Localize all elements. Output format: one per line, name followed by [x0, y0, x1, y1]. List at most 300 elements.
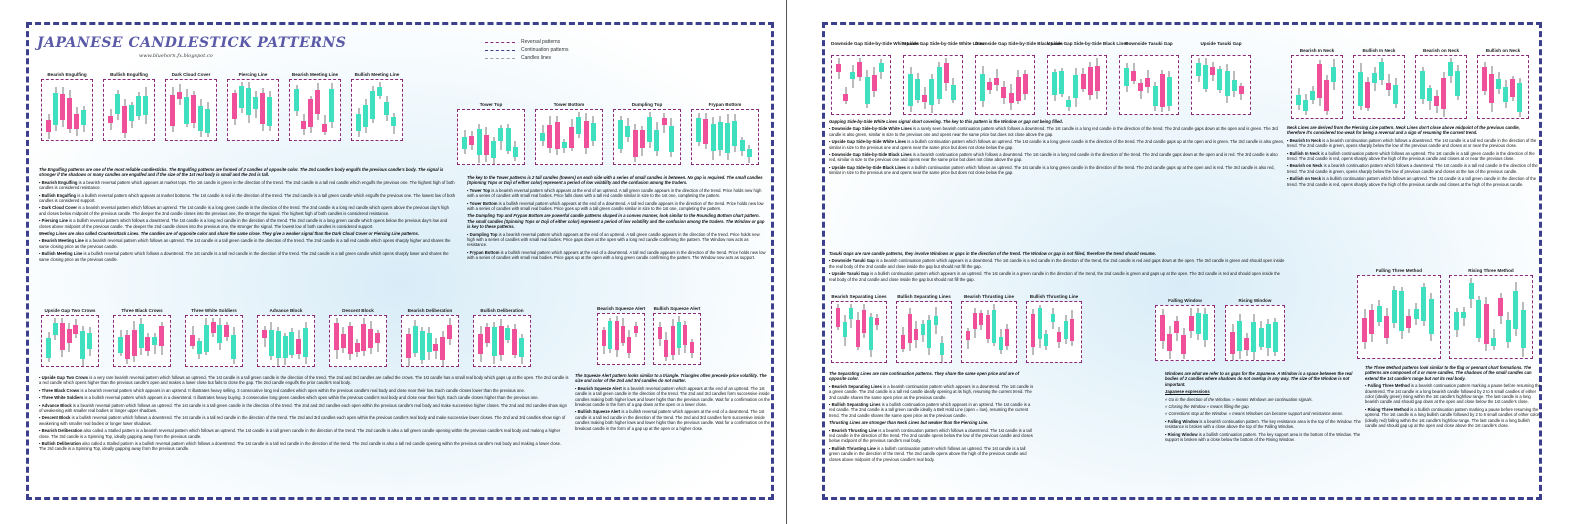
definition-text: is a bearish reversal pattern which appears at the end of an uptrend. A tall green candle appears in the direction of the trend. Price holds new high with a series of candles with small real bodies. Price gaps down at the open with a long red candle confirming the pattern. The Window now acts as resistance.	[467, 231, 760, 248]
pattern-card-title: Dumpling Top	[631, 102, 663, 107]
bullet-icon: ▪	[39, 375, 42, 380]
pattern-card-title: Three Black Crows	[121, 308, 163, 313]
pattern-card-title: Bearish Separating Lines	[831, 294, 887, 299]
candle-body	[136, 96, 141, 116]
pattern-card-title: Dark Cloud Cover	[171, 72, 211, 77]
pattern-card-rising-window	[1225, 305, 1285, 361]
candle-body	[711, 124, 716, 152]
candle-body	[1196, 63, 1201, 77]
candlestick	[1023, 56, 1028, 116]
candlestick	[934, 302, 938, 364]
candle-body	[1044, 334, 1048, 346]
candle-body	[129, 105, 134, 121]
pattern-card-title: Upside Tasuki Gap	[1200, 41, 1242, 46]
definition-upside-gap-side-by-side-black-lines	[829, 165, 1285, 176]
definition-text: is a bullish reversal pattern which follows a downtrend. The 1st candle is a tall red candle in the direction of the trend. The 2nd and 3rd candles each open within the previous candle's real body and make successive lower closes. The 2nd and 3rd candles show sign of weakening with smaller real bodies or longer lower shadows.	[39, 415, 566, 426]
definition-term: Falling Window	[1167, 418, 1199, 424]
definition-list	[1165, 419, 1361, 443]
candle-body	[718, 122, 723, 150]
candlestick	[921, 302, 925, 364]
bullet-icon: ▪	[39, 192, 42, 198]
candlestick	[191, 80, 196, 142]
candle-body	[627, 337, 631, 353]
definition-text: is a very rare bearish reversal pattern which follows an uptrend. The 1st candle is a tall green candle in the direction of the trend. The 2nd and 3rd candles are called the crows. The 1st candle has a small real body which gaps up at the open. The 2nd candle is a red candle which opens higher than the previous candle's open and makes a lower close but fails to close the gap. The 2nd candle engulfs the prior candle's real body.	[39, 375, 569, 386]
definition-term: Bearish Engulfing	[41, 179, 78, 185]
definition-text: is a bullish continuation pattern which appears in an uptrend. The 1st candle is a green candle in the direction of the trend, the 2nd candle is green and gaps up at the open. The 3rd candle is red and should open inside the real body of the 2nd candle and close inside the gap but should not fill the gap.	[829, 271, 1281, 282]
candle-body	[513, 147, 518, 157]
candle-body	[725, 123, 730, 153]
candle-body	[1167, 334, 1172, 351]
definition-term: Rising Three Method	[1367, 406, 1410, 412]
candle-body	[1303, 100, 1308, 111]
pattern-card-title: Tower Top	[479, 102, 503, 107]
candle-body	[740, 140, 745, 152]
definition-term: Descent Block	[41, 415, 71, 421]
definition-term: Upside Gap Two Crows	[41, 375, 89, 380]
candle-body	[1521, 310, 1526, 348]
bullet-icon: ▪	[829, 258, 832, 264]
pattern-card-title: Downside Tasuki Gap	[1125, 41, 1173, 46]
candlestick	[136, 80, 141, 142]
candlestick	[1379, 56, 1384, 120]
definition-bullish-thrusting-line	[829, 446, 1035, 462]
candlestick	[413, 316, 418, 368]
candle-body	[46, 338, 51, 357]
candle-body	[74, 114, 79, 129]
bullet-icon: ▪	[1287, 137, 1290, 143]
definition-bullish-squeeze-alert	[575, 409, 771, 431]
candlestick	[67, 316, 72, 368]
definition-text: is a bearish continuation pattern which appears in a downtrend. The 1st candle is a green candle. The 2nd candle is a tall red candle ideally opening at its high, resuming the current trend. The 2nd candle shares the same open price as the previous candle.	[829, 383, 1034, 400]
candle-body	[1496, 79, 1501, 89]
definition-text: is a bearish reversal pattern which follows an uptrend. The 1st candle is a long green candle in the direction of the trend. The 2nd candle is a long red candle which opens above the previous day's high and closes below midpoint of the previous candle. The deeper the 2nd candle closes into the previous one, the stronger the signal. The highest high of both candles is considered resistance.	[39, 205, 449, 216]
pattern-card-bearish-thrusting-line	[961, 301, 1017, 363]
candlestick	[915, 56, 920, 116]
pattern-card-title: Falling Window	[1168, 298, 1202, 303]
candlestick	[555, 110, 560, 166]
candlestick	[1244, 306, 1249, 362]
candle-body	[315, 90, 320, 115]
candlestick	[1448, 56, 1453, 120]
candlestick	[391, 80, 396, 142]
candlestick	[184, 80, 189, 142]
candle-body	[125, 335, 130, 359]
candle-body	[703, 119, 708, 143]
candle-body	[994, 78, 999, 85]
candlestick	[108, 80, 113, 142]
candle-body	[197, 341, 202, 354]
section-intro: The key to the Tower patterns is 2 tall candles (towers) on each side with a series of small candles in between. No gap is required. The small candles (Spinning Tops or Doji of either color) represent a period of low volatility and the confusion among the traders.	[467, 175, 763, 186]
definition-term: Downside Gap Side-by-Side White Lines	[831, 126, 912, 132]
definition-bearish-on-neck	[1287, 163, 1539, 174]
pattern-card-bearish-in-neck	[1291, 55, 1343, 119]
candlestick	[869, 302, 873, 364]
definition-bearish-meeting-line	[39, 238, 457, 249]
definition-upside-gap-two-crows	[39, 375, 569, 386]
candlestick	[427, 316, 432, 368]
candlestick	[634, 314, 638, 366]
definition-rising-three-method	[1365, 407, 1541, 429]
candlestick	[584, 110, 589, 166]
candle-body	[836, 64, 841, 73]
bullet-icon: ▪	[467, 231, 470, 237]
candlestick	[420, 316, 425, 368]
candle-body	[301, 121, 306, 129]
candlestick	[246, 80, 251, 142]
candle-body	[591, 123, 596, 141]
candlestick	[308, 80, 313, 142]
candlestick	[1203, 56, 1208, 116]
candlestick	[211, 316, 216, 368]
candlestick	[1196, 306, 1201, 362]
text-block-window	[1165, 371, 1361, 499]
candlestick	[197, 316, 202, 368]
candle-body	[865, 77, 870, 104]
candle-body	[1088, 67, 1093, 95]
candle-body	[940, 343, 944, 355]
definition-downside-tasuki-gap	[829, 258, 1285, 269]
candlestick	[1377, 276, 1382, 360]
definition-advance-block	[39, 403, 569, 414]
pattern-card-bearish-on-neck	[1415, 55, 1467, 119]
bullet-icon: ▪	[1165, 418, 1168, 424]
candlestick	[46, 316, 51, 368]
pattern-card-bearish-engulfing	[41, 79, 93, 141]
definition-term: Tower Bottom	[469, 200, 498, 206]
candle-body	[1210, 67, 1215, 75]
candle-body	[1441, 78, 1446, 109]
definition-list	[1365, 383, 1541, 428]
bullet-icon: ▪	[1287, 150, 1290, 156]
candlestick	[1057, 302, 1061, 364]
candle-body	[204, 325, 209, 352]
definition-term: Bearish Deliberation	[41, 428, 83, 434]
candle-body	[1005, 329, 1009, 346]
candle-body	[669, 126, 674, 152]
pattern-card-three-white-soldiers	[185, 315, 243, 367]
candlestick	[1131, 56, 1136, 116]
candle-body	[499, 326, 504, 355]
candlestick	[329, 80, 334, 142]
definition-text: is a bearish reversal pattern which appears at the end of an uptrend. A tall green candle appears in the direction of the trend. Price holds new high with a series of candles with small real bodies. Price falls down with a tall red candle similar in size to the 1st one, completing the pattern.	[467, 187, 762, 199]
candle-body	[1429, 299, 1434, 334]
candlestick	[857, 56, 862, 116]
definition-text: is a bullish continuation pattern which appears in an uptrend. The 1st candle is a red candle. The 2nd candle is a tall green candle ideally a Belt Hold Line (open = low), resuming the current trend. The 2nd candle shares the same open price as the previous candle.	[829, 402, 1031, 418]
candlestick	[683, 314, 687, 366]
candle-body	[440, 337, 445, 360]
candle-body	[1138, 83, 1143, 91]
definition-text: is a bearish continuation pattern which follows a downtrend. The 1st candle is a tall red candle in the direction of the trend. The 2nd candle opens below the low of the previous candle and closes below midpoint of the previous candle's real body.	[829, 427, 1033, 444]
candlestick	[498, 110, 503, 166]
pattern-card-upside-gap-side-by-side-black-lines	[1047, 55, 1107, 115]
candlestick	[301, 80, 306, 142]
candle-body	[999, 337, 1003, 350]
candle-body	[1273, 322, 1278, 352]
candlestick	[856, 302, 860, 364]
candle-body	[1489, 74, 1494, 102]
candlestick	[334, 316, 339, 368]
candlestick	[849, 302, 853, 364]
bullet-icon: ▪	[1287, 176, 1290, 182]
candle-body	[973, 313, 977, 329]
candlestick	[922, 56, 927, 116]
definition-upside-gap-side-by-side-white-lines	[829, 139, 1285, 150]
definition-text: is a bullish reversal pattern which appears at market bottoms. The 1st candle is red in the direction of the trend. The 2nd candle is a tall green candle which engulfs the previous one. The lowest low of both candles is considered support.	[39, 192, 456, 204]
candle-body	[640, 130, 645, 147]
candle-body	[608, 321, 612, 349]
candle-body	[267, 97, 272, 125]
candle-body	[211, 322, 216, 333]
candlestick	[485, 316, 490, 368]
candlestick	[1259, 306, 1264, 362]
definition-bearish-deliberation	[39, 428, 569, 439]
candle-body	[1203, 314, 1208, 339]
candle-body	[547, 125, 552, 148]
candlestick	[1455, 56, 1460, 120]
candlestick	[1160, 56, 1165, 116]
candle-body	[406, 334, 411, 358]
pattern-card-rising-three-method	[1449, 275, 1533, 359]
poster-page-right	[822, 22, 1542, 500]
candlestick	[1482, 56, 1487, 120]
candlestick	[1167, 56, 1172, 116]
candle-body	[1506, 320, 1511, 342]
candlestick	[1434, 56, 1439, 120]
candle-body	[81, 110, 86, 125]
candle-body	[966, 331, 970, 341]
candlestick	[348, 316, 353, 368]
candle-body	[1448, 62, 1453, 75]
candle-body	[856, 320, 860, 347]
candle-body	[1009, 93, 1014, 103]
candle-body	[1244, 338, 1249, 350]
candle-body	[87, 333, 92, 349]
definition-falling-three-method	[1365, 383, 1541, 405]
candlestick	[115, 80, 120, 142]
candle-body	[73, 325, 78, 334]
candle-body	[348, 326, 353, 354]
candlestick	[1167, 306, 1172, 362]
candlestick	[703, 110, 708, 166]
pattern-card-descent-block	[329, 315, 387, 367]
candle-body	[143, 96, 148, 115]
candlestick	[1059, 56, 1064, 116]
candle-body	[1160, 315, 1165, 341]
candlestick	[986, 302, 990, 364]
candle-body	[992, 310, 996, 343]
candlestick	[1066, 56, 1071, 116]
candle-body	[1081, 74, 1086, 89]
candlestick	[872, 56, 877, 116]
text-block-engulfing	[39, 167, 457, 285]
definition-text: is a bearish continuation pattern. The key resistance area is the top of the Window. The resistance is broken with a close above the top of the Falling Window.	[1165, 418, 1361, 430]
text-block-three-method	[1365, 365, 1541, 499]
bullet-icon: ▪	[1287, 163, 1290, 169]
candlestick	[1145, 56, 1150, 116]
candle-body	[1406, 316, 1411, 328]
text-block-tasuki	[829, 251, 1285, 293]
candlestick	[368, 316, 373, 368]
candlestick	[640, 110, 645, 166]
candle-body	[662, 118, 667, 125]
candle-body	[505, 328, 510, 340]
definition-text: is a bullish reversal pattern which follows a downtrend. The 1st candle is a tall red candle in the direction of the trend. The 2nd candle is a tall green candle which opens sharply lower and shares the same closing price as the previous candle.	[39, 251, 449, 262]
candlestick	[627, 314, 631, 366]
bullet-icon: ▪	[829, 164, 832, 170]
bullet-icon: ▪	[39, 179, 42, 185]
definition-text: is a bullish reversal pattern which appears in a downtrend. It illustrates heavy buying. 3 consecutive long green candles which open within the previous candle's real body and close near their high. Each candle closes higher than the previous one.	[83, 395, 539, 401]
pattern-card-falling-three-method	[1357, 275, 1441, 359]
candle-body	[602, 330, 606, 346]
pattern-card-title: Bullish In Neck	[1362, 48, 1396, 53]
bullet-icon: ▪	[829, 427, 832, 433]
candle-body	[576, 117, 581, 134]
candle-body	[1225, 71, 1230, 96]
definition-dumpling-top	[467, 232, 767, 248]
candle-body	[1455, 71, 1460, 95]
pattern-card-title: Descent Block	[342, 308, 374, 313]
candle-body	[934, 316, 938, 325]
candlestick	[711, 110, 716, 166]
candle-body	[683, 325, 687, 345]
pattern-card-downside-tasuki-gap	[1119, 55, 1179, 115]
candlestick	[677, 314, 681, 366]
candlestick	[492, 316, 497, 368]
definition-list	[829, 258, 1285, 282]
candle-body	[1167, 77, 1172, 107]
candlestick	[901, 302, 905, 364]
definition-tower-bottom	[467, 201, 767, 212]
candle-body	[1317, 64, 1322, 98]
candlestick	[987, 56, 992, 116]
candle-body	[355, 343, 360, 351]
candle-body	[1023, 74, 1028, 93]
definition-term: Bearish In Neck	[1289, 137, 1322, 143]
candle-body	[869, 317, 873, 349]
candle-body	[1484, 304, 1489, 344]
candlestick	[615, 314, 619, 366]
candlestick	[81, 80, 86, 142]
candlestick	[1358, 56, 1363, 120]
candlestick	[1189, 306, 1194, 362]
candlestick	[363, 80, 368, 142]
candlestick	[296, 316, 301, 368]
candlestick	[879, 56, 884, 116]
candle-body	[329, 89, 334, 122]
candle-body	[862, 310, 866, 333]
pattern-card-bearish-separating-lines	[831, 301, 887, 363]
candle-body	[584, 121, 589, 148]
candle-body	[139, 324, 144, 348]
candle-body	[433, 344, 438, 351]
candlestick	[1317, 56, 1322, 120]
bullet-icon: ▪	[39, 218, 42, 224]
definition-text: is a bearish reversal pattern which appears at the end of an uptrend. The 1st candle is a tall green candle in the direction of the trend. The 2nd and 3rd candles form successive inside candles making both higher lows and lower highs than the previous candle. Wait for a confirmation on the breakout candle in the form of a gap down at the open or a lower close.	[575, 385, 770, 408]
candlestick	[217, 316, 222, 368]
candle-body	[356, 114, 361, 131]
candle-body	[384, 102, 389, 114]
definition-bullish-meeting-line	[39, 251, 457, 262]
legend-item-reversal	[485, 38, 595, 46]
candlestick	[1331, 56, 1336, 120]
candle-body	[1482, 67, 1487, 91]
candle-body	[850, 72, 855, 78]
section-intro: Neck Lines are derived from the Piercing Line pattern. Neck Lines don't close above midpoint of the previous candle, therefore it's considered too weak for being a reversal and a sign of resuming the current trend.	[1287, 125, 1520, 136]
candlestick	[384, 80, 389, 142]
candle-body	[1517, 83, 1522, 112]
definition-term: Bearish Meeting Line	[41, 238, 84, 244]
candlestick	[843, 56, 848, 116]
pattern-card-title: Bearish Thrusting Line	[963, 294, 1015, 299]
candle-body	[1421, 287, 1426, 321]
candle-body	[1124, 68, 1129, 86]
candlestick	[491, 110, 496, 166]
candle-body	[836, 308, 840, 327]
text-block-neck	[1287, 125, 1539, 269]
definition-dark-cloud-cover	[39, 205, 457, 216]
candlestick	[862, 302, 866, 364]
pattern-card-title: Upside Gap Side-by-Side White Lines	[903, 41, 985, 46]
candlestick	[621, 314, 625, 366]
definition-term: Frypan Bottom	[469, 249, 500, 255]
candle-body	[276, 331, 281, 359]
definition-list	[39, 238, 457, 262]
pattern-card-frypan-bottom	[691, 109, 759, 165]
text-block-squeeze	[575, 373, 771, 497]
candle-body	[843, 322, 847, 337]
candlestick	[513, 110, 518, 166]
definition-list	[1287, 138, 1539, 187]
pattern-card-bullish-in-neck	[1353, 55, 1405, 119]
candle-body	[260, 93, 265, 123]
candlestick	[289, 316, 294, 368]
definition-term: Upside Gap Side-by-Side White Lines	[831, 139, 907, 145]
candlestick	[1203, 306, 1208, 362]
candle-body	[979, 313, 983, 325]
candlestick	[478, 316, 483, 368]
candle-body	[1434, 96, 1439, 106]
candlestick	[406, 316, 411, 368]
candlestick	[205, 80, 210, 142]
section-intro: Meeting Lines are also called Counterattack Lines. The candles are of opposite color and share the same close. They give a weaker signal than the Dark Cloud Cover or Piercing Line patterns.	[39, 231, 420, 237]
pattern-card-title: Advance Block	[269, 308, 303, 313]
candlestick	[1421, 276, 1426, 360]
candle-body	[1266, 324, 1271, 349]
candle-body	[1372, 73, 1377, 82]
candle-body	[1217, 69, 1222, 89]
pattern-card-bullish-squeeze-alert	[653, 313, 701, 365]
candlestick	[477, 110, 482, 166]
definition-term: Bullish Meeting Line	[41, 251, 83, 257]
candlestick	[951, 56, 956, 116]
candle-body	[296, 339, 301, 354]
candlestick	[1406, 276, 1411, 360]
candle-body	[618, 120, 623, 149]
candle-body	[118, 337, 123, 353]
candle-body	[1095, 66, 1100, 91]
definition-bullish-separating-lines	[829, 402, 1035, 418]
candle-body	[1296, 95, 1301, 104]
candle-body	[1038, 308, 1042, 339]
candlestick	[1517, 56, 1522, 120]
candle-body	[1259, 328, 1264, 347]
candle-body	[1331, 67, 1336, 82]
definition-term: Downside Tasuki Gap	[831, 258, 875, 264]
definition-tower-top	[467, 188, 767, 199]
candle-body	[562, 142, 567, 148]
candle-body	[1153, 86, 1158, 106]
candlestick	[927, 302, 931, 364]
